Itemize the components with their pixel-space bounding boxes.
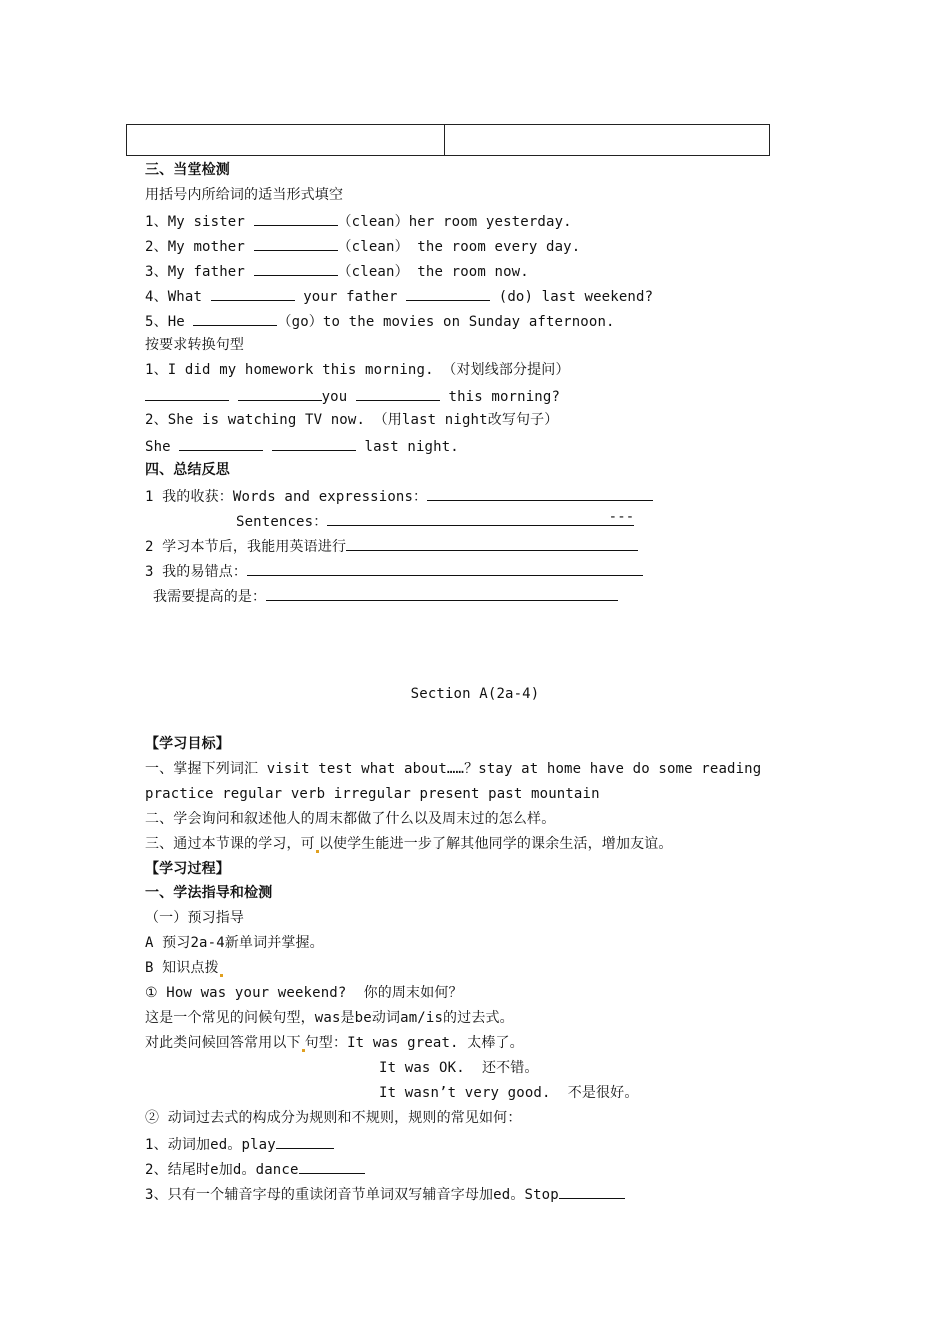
answer-blank[interactable] — [266, 586, 618, 601]
sub-heading: （一）预习指导 — [145, 910, 245, 926]
summary-item: Sentences： --- — [236, 509, 635, 530]
heading-learning-goals: 【学习目标】 — [145, 736, 230, 752]
answer-blank[interactable] — [356, 386, 440, 401]
paragraph: B 知识点拨 — [145, 959, 223, 977]
exercise-item: 1、I did my homework this morning. （对划线部分提问） — [145, 362, 570, 378]
section-title: Section A(2a-4) — [410, 686, 540, 702]
exercise-item: you this morning? — [145, 386, 560, 406]
answer-blank[interactable] — [406, 286, 490, 301]
answer-blank[interactable] — [145, 386, 229, 401]
exercise-item: She last night. — [145, 436, 459, 456]
exercise-item: 2、My mother （clean） the room every day. — [145, 236, 580, 256]
answer-blank[interactable] — [247, 561, 643, 576]
exercise-item: 3、My father （clean） the room now. — [145, 261, 529, 281]
table-divider — [444, 125, 445, 155]
answer-blank[interactable] — [254, 211, 338, 226]
paragraph: A 预习2a-4新单词并掌握。 — [145, 935, 324, 951]
answer-blank[interactable] — [179, 436, 263, 451]
exercise-item: 2、结尾时e加d。dance — [145, 1159, 365, 1179]
goal-item: practice regular verb irregular present past mountain — [145, 786, 600, 802]
answer-blank[interactable] — [346, 536, 638, 551]
heading-guidance: 一、学法指导和检测 — [145, 885, 273, 901]
empty-table — [126, 124, 770, 156]
answer-blank[interactable] — [211, 286, 295, 301]
answer-blank[interactable] — [272, 436, 356, 451]
goal-item: 二、学会询问和叙述他人的周末都做了什么以及周末过的怎么样。 — [145, 811, 556, 827]
answer-blank[interactable] — [427, 486, 653, 501]
answer-blank[interactable]: --- — [327, 511, 634, 526]
paragraph: It wasn’t very good. 不是很好。 — [379, 1085, 639, 1101]
paragraph: 对此类问候回答常用以下 句型：It was great. 太棒了。 — [145, 1035, 524, 1051]
answer-blank[interactable] — [299, 1159, 365, 1174]
exercise-item: 3、只有一个辅音字母的重读闭音节单词双写辅音字母加ed。Stop — [145, 1184, 625, 1204]
instruction: 按要求转换句型 — [145, 337, 245, 353]
paragraph: ② 动词过去式的构成分为规则和不规则，规则的常见如何： — [145, 1110, 522, 1126]
goal-item: 一、掌握下列词汇 visit test what about……？stay at home have do some reading — [145, 761, 762, 777]
exercise-item: 5、He （go）to the movies on Sunday afternoon. — [145, 311, 615, 331]
answer-blank[interactable] — [559, 1184, 625, 1199]
exercise-item: 4、What your father (do) last weekend? — [145, 286, 653, 306]
answer-blank[interactable] — [254, 261, 338, 276]
exercise-item: 2、She is watching TV now. （用last night改写句子） — [145, 412, 559, 428]
summary-item: 我需要提高的是： — [153, 586, 618, 606]
section-heading-summary: 四、总结反思 — [145, 462, 230, 478]
answer-blank[interactable] — [193, 311, 277, 326]
summary-item: 3 我的易错点： — [145, 561, 643, 581]
answer-blank[interactable] — [238, 386, 322, 401]
answer-blank[interactable] — [276, 1134, 334, 1149]
edit-mark — [220, 974, 223, 977]
exercise-item: 1、动词加ed。play — [145, 1134, 334, 1154]
heading-learning-process: 【学习过程】 — [145, 861, 230, 877]
goal-item: 三、通过本节课的学习，可 以使学生能进一步了解其他同学的课余生活，增加友谊。 — [145, 836, 673, 852]
paragraph: ① How was your weekend? 你的周末如何？ — [145, 985, 463, 1001]
exercise-item: 1、My sister （clean）her room yesterday. — [145, 211, 572, 231]
summary-item: 1 我的收获：Words and expressions： — [145, 486, 653, 506]
instruction: 用括号内所给词的适当形式填空 — [145, 187, 344, 203]
paragraph: It was OK. 还不错。 — [379, 1060, 539, 1076]
summary-item: 2 学习本节后，我能用英语进行 — [145, 536, 638, 556]
section-heading-check: 三、当堂检测 — [145, 162, 230, 178]
answer-blank[interactable] — [254, 236, 338, 251]
paragraph: 这是一个常见的问候句型，was是be动词am/is的过去式。 — [145, 1010, 514, 1026]
